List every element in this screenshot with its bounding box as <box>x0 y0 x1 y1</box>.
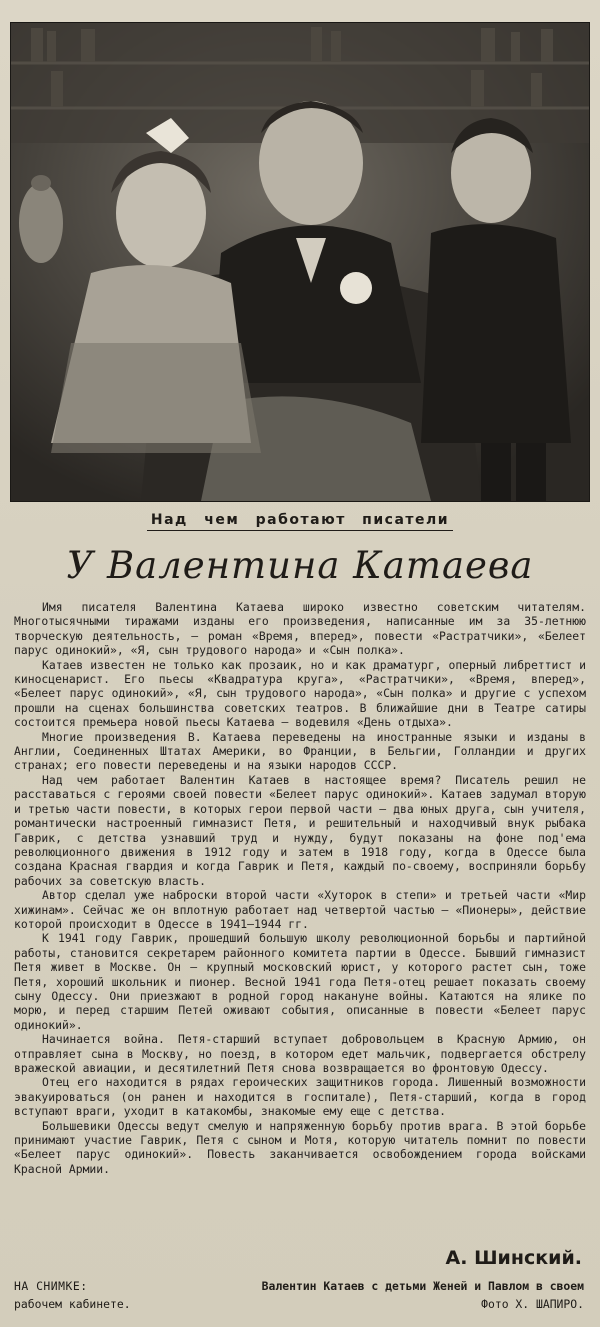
paragraph: Отец его находится в рядах героических защитников города. Лишенный возможности эвакуироваться (он ранен и находится в госпитале), Петя-старший, когда в город вступают враги, уходит в катакомбы, знакомые ему еще с детства. <box>14 1075 586 1119</box>
paragraph: Катаев известен не только как прозаик, но и как драматург, оперный либреттист и киносценарист. Его пьесы «Квадратура круга», «Растратчики», «Время, вперед», «Белеет парус одинокий», «Я, сын трудового народа», «Сын полка» и другие с успехом прошли на сценах большинства советских театров. В ближайшие дни в Театре сатиры состоится премьера новой пьесы Катаева — водевиля «День отдыха». <box>14 657 586 730</box>
author-signature: А. Шинский. <box>445 1247 582 1269</box>
photograph <box>10 22 590 502</box>
rubric-text: Над чем работают писатели <box>147 512 453 531</box>
photo-illustration <box>11 23 589 501</box>
paragraph: Автор сделал уже наброски второй части «Хуторок в степи» и третьей части «Мир хижинам». Сейчас же он вплотную работает над четвертой частью — «Пионеры», действие которой происходит в Одессе в 1941—1944 гг. <box>14 888 586 931</box>
paragraph: Начинается война. Петя-старший вступает добровольцем в Красную Армию, он отправляет сына в Москву, но поезд, в котором едет мальчик, подвергается обстрелу вражеской авиации, и десятилетний Петя снова возвращается во фронтовую Одессу. <box>14 1032 586 1075</box>
paragraph: Большевики Одессы ведут смелую и напряженную борьбу против врага. В этой борьбе принимают участие Гаврик, Петя с сыном и Мотя, которую читатель помнит по повести «Белеет парус одинокий». Повесть заканчивается освобождением города войсками Красной Армии. <box>14 1118 586 1176</box>
caption-text-continued: рабочем кабинете. <box>14 1297 131 1311</box>
article-body <box>14 600 586 1176</box>
rubric-heading <box>0 512 600 528</box>
caption-text: Валентин Катаев с детьми Женей и Павлом в своем <box>261 1279 584 1293</box>
paragraph: Многие произведения В. Катаева переведены на иностранные языки и изданы в Англии, Соединенных Штатах Америки, во Франции, в Бельгии, Голландии и других странах; его повести переведены и на языки народов СССР. <box>14 729 586 773</box>
caption-label: НА СНИМКЕ: <box>14 1279 88 1293</box>
paragraph: К 1941 году Гаврик, прошедший большую школу революционной борьбы и партийной работы, становится секретарем районного комитета партии в Одессе. Бывший гимназист Петя живет в Москве. Он — крупный московский юрист, у которого растет сын, тоже Петя, хороший школьник и пионер. Весной 1941 года Петя-отец решает показать своему сыну Одессу. Они приезжают в родной город накануне войны. Катаются на ялике по морю, и перед старшим Петей оживают события, описанные в повести «Белеет парус одинокий». <box>14 931 586 1032</box>
article-title: У Валентина Катаева <box>66 544 534 587</box>
photo-credit: Фото Х. ШАПИРО. <box>481 1297 584 1311</box>
caption-line-2 <box>14 1295 584 1313</box>
caption-line-1 <box>14 1277 584 1295</box>
paragraph: Над чем работает Валентин Катаев в настоящее время? Писатель решил не расставаться с героями своей повести «Белеет парус одинокий». Катаев задумал вторую и третью части повести, в которых герои первой части — два юных друга, сын учителя, романтически настроенный гимназист Петя, и решительный и находчивый внук рыбака Гаврик, с детства узнавший труд и нужду, будут показаны на фоне под'ема революционного движения в 1912 году и затем в 1918 году, когда в Одессе была создана Красная гвардия и когда Гаврик и Петя, каждый по-своему, восприняли борьбу рабочих за советскую власть. <box>14 772 586 888</box>
photo-caption <box>14 1277 584 1313</box>
paragraph: Имя писателя Валентина Катаева широко известно советским читателям. Многотысячными тиражами изданы его произведения, написанные им за 35-летнюю творческую деятельность, — роман «Время, вперед», повести «Растратчики», «Белеет парус одинокий», «Я, сын трудового народа» и «Сын полка». <box>14 600 586 658</box>
